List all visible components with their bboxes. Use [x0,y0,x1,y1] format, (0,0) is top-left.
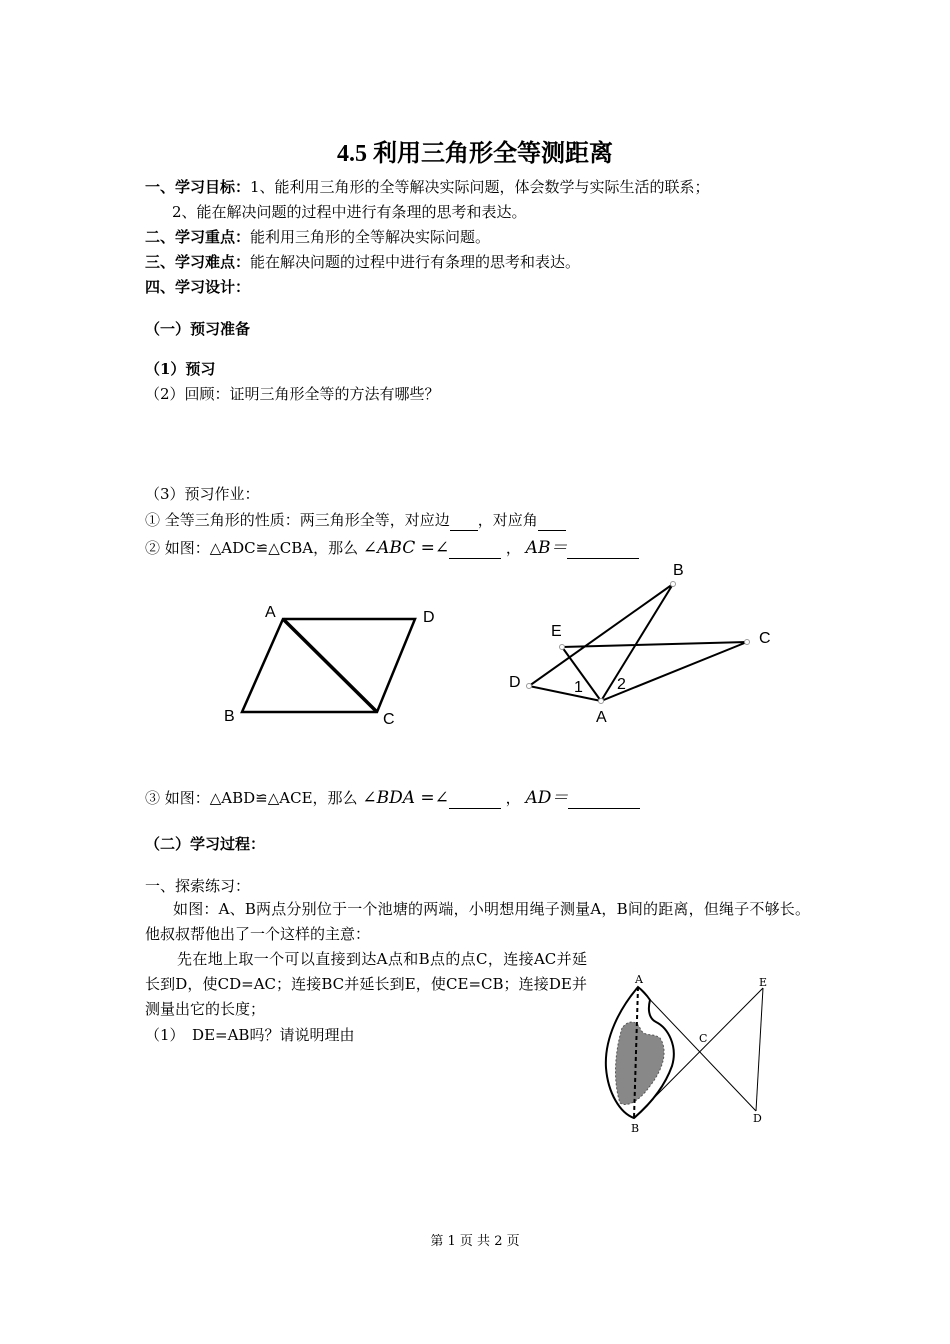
q1-text-a: ① 全等三角形的性质：两三角形全等，对应边 [145,511,450,529]
q2-ab: AB＝ [525,538,568,558]
difficulty-line [145,251,580,273]
label-angle-1: 1 [574,679,583,696]
segment-de [756,988,763,1111]
label-d2: D [509,674,521,691]
explore-question-1: （1） DE=AB吗？请说明理由 [145,1026,355,1044]
prep-heading: （一）预习准备 [145,320,251,338]
objective-2: 2、能在解决问题的过程中进行有条理的思考和表达。 [172,203,527,221]
q3-blank-angle[interactable] [449,790,501,809]
page-title: 4.5 利用三角形全等测距离 [337,141,613,167]
prep-sub3: （3）预习作业： [145,485,260,503]
label-e3: E [759,976,768,989]
diagonal-ac [283,619,377,712]
prep-sub1: （1）预习 [145,360,216,378]
focus-label: 二、学习重点： [145,228,251,246]
objectives-label: 一、学习目标： [145,178,251,196]
label-c: C [383,711,395,728]
difficulty-label: 三、学习难点： [145,253,251,271]
q3-sep: ， [505,789,521,807]
explore-label: 一、探索练习： [145,877,251,895]
label-d3: D [753,1112,762,1125]
figure-pond [598,968,780,1138]
question-1 [145,509,566,531]
label-c2: C [759,630,771,647]
design-label: 四、学习设计： [145,278,251,296]
q1-blank-2[interactable] [538,512,566,531]
objectives-line [145,176,710,198]
explore-paragraph-1: 如图：A、B两点分别位于一个池塘的两端，小明想用绳子测量A，B间的距离，但绳子不够长。他叔叔帮他出了一个这样的主意： [145,900,810,943]
prep-sub2: （2）回顾：证明三角形全等的方法有哪些？ [145,385,440,403]
label-b: B [224,708,235,725]
q1-text-b: ，对应角 [477,511,538,529]
q1-blank-1[interactable] [450,512,478,531]
label-a3: A [635,973,643,986]
label-e2: E [551,623,562,640]
focus-text: 能利用三角形的全等解决实际问题。 [250,228,491,246]
process-heading: （二）学习过程： [145,835,266,853]
label-d: D [423,609,435,626]
q2-sep: ， [505,539,521,557]
difficulty-text: 能在解决问题的过程中进行有条理的思考和表达。 [250,253,581,271]
label-a: A [265,604,276,621]
explore-paragraph-2: 先在地上取一个可以直接到达A点和B点的点C，连接AC并延长到D，使CD=AC；连接BC并延长到E，使CE=CB；连接DE并测量出它的长度； [145,950,587,1018]
focus-line [145,226,490,248]
triangle-ace [562,642,747,701]
triangle-abd [529,584,673,701]
q3-ad: AD＝ [525,788,569,808]
question-3 [145,787,640,809]
page-footer: 第 1 页 共 2 页 [430,1234,520,1249]
figure-congruent-triangles [500,555,790,730]
figure-parallelogram [215,595,455,730]
label-b3: B [631,1122,640,1135]
label-a2: A [596,709,607,726]
q3-text: ③ 如图：△ABD≌△ACE，那么 [145,789,358,807]
label-angle-2: 2 [617,676,626,693]
objective-1: 1、能利用三角形的全等解决实际问题，体会数学与实际生活的联系； [250,178,710,196]
label-c3: C [699,1032,708,1045]
q2-text: ② 如图：△ADC≌△CBA，那么 [145,539,359,557]
q3-angle: ∠BDA =∠ [362,788,449,808]
label-b2: B [673,562,684,579]
q2-blank-angle[interactable] [449,540,501,559]
q3-blank-side[interactable] [568,790,640,809]
q2-angle: ∠ABC =∠ [362,538,450,558]
